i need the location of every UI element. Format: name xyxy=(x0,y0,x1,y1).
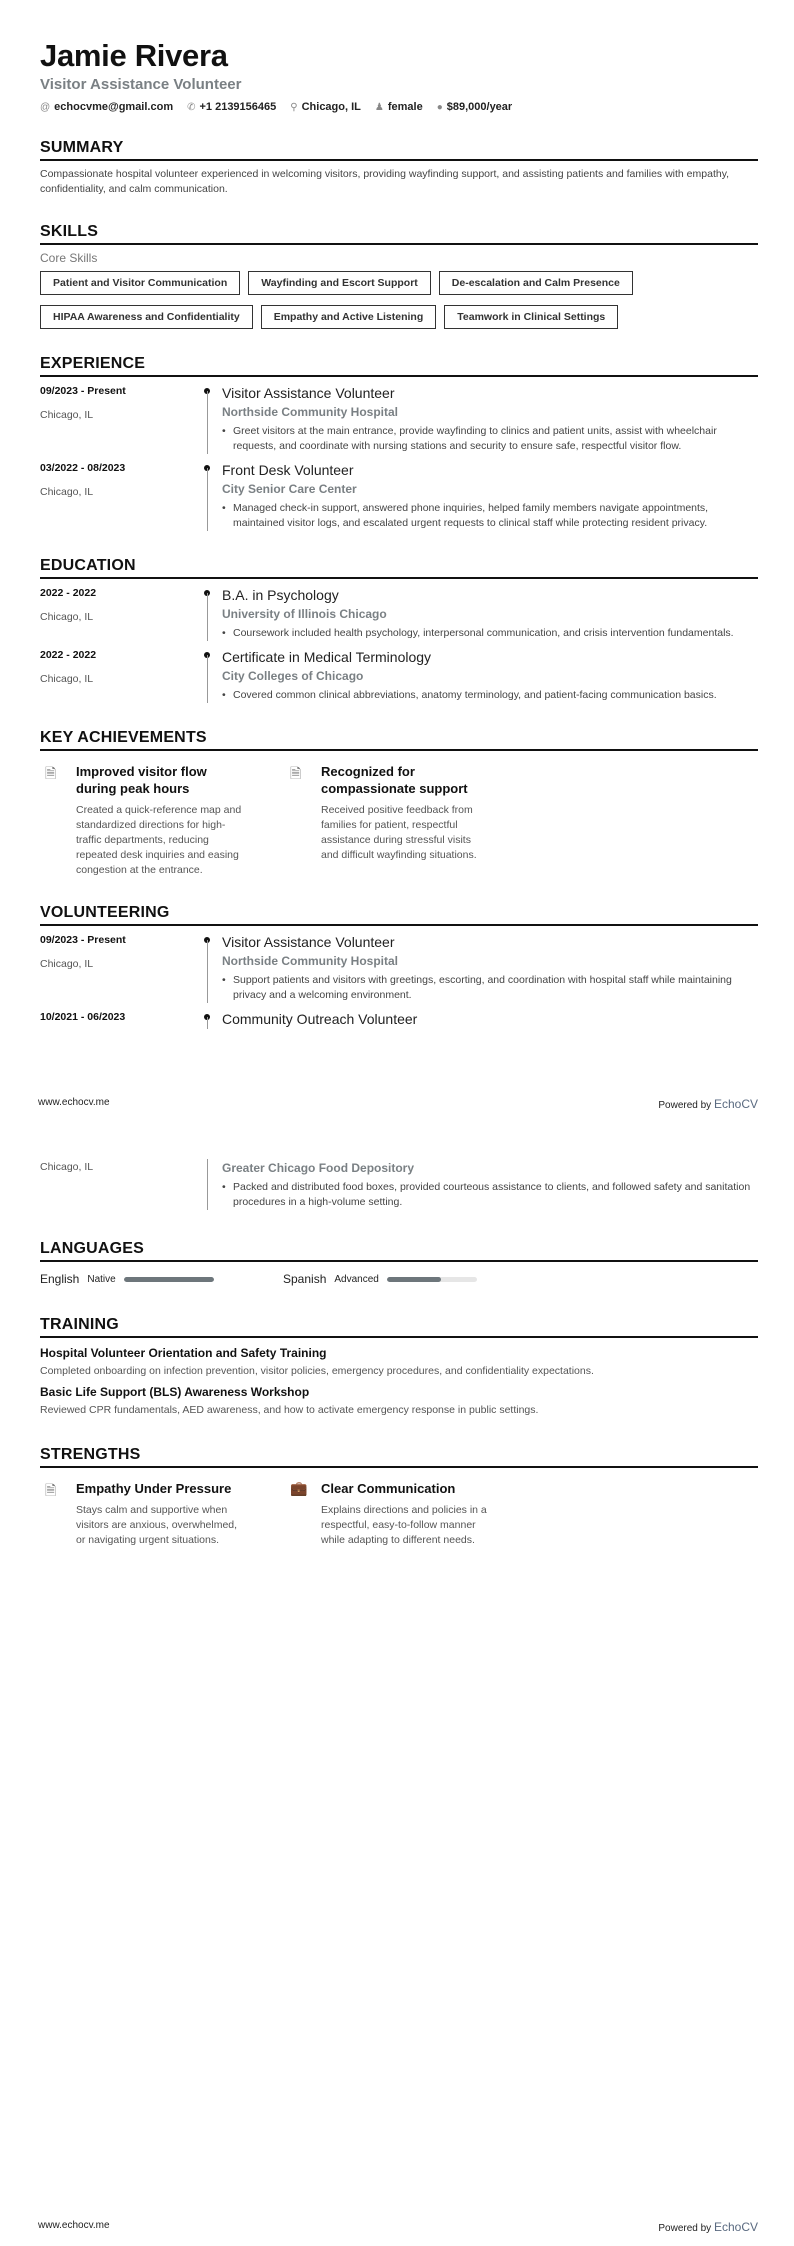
language-item xyxy=(40,1272,283,1286)
entry-school: City Colleges of Chicago xyxy=(222,669,364,683)
strengths-section xyxy=(40,1446,758,1548)
entry-bullet: Greet visitors at the main entrance, provide wayfinding to clinics and patient units, assist with wheelchair requests, and coordinate with nursing stations and security to ensure safe, respectful visitor flow. xyxy=(233,425,717,452)
achievement-title: Recognized for compassionate support xyxy=(321,764,468,796)
section-heading: LANGUAGES xyxy=(40,1240,758,1262)
entry-bullet: Managed check-in support, answered phone inquiries, helped family members navigate appointments, maintained visitor logs, and escalated urgent requests to clinical staff while protecting resident privacy. xyxy=(233,502,709,529)
contact-email: @ echocvme@gmail.com xyxy=(40,101,174,113)
volunteering-entry xyxy=(40,1011,758,1029)
contact-salary: ● $89,000/year xyxy=(436,101,513,113)
training-desc: Reviewed CPR fundamentals, AED awareness, and how to activate emergency response in public settings. xyxy=(40,1404,539,1416)
entry-org: Northside Community Hospital xyxy=(222,954,399,968)
location-icon: ⚲ xyxy=(290,102,298,113)
document-icon: 🗎 xyxy=(45,765,57,781)
footer-website-link[interactable]: www.echocv.me xyxy=(38,1097,110,1108)
timeline-marker xyxy=(200,385,222,454)
language-level: Advanced xyxy=(334,1273,379,1285)
training-desc: Completed onboarding on infection prevention, visitor policies, emergency procedures, and confidentiality expectations. xyxy=(40,1365,594,1377)
at-icon: @ xyxy=(40,102,51,113)
timeline-line xyxy=(200,1159,222,1210)
skill-tag: Patient and Visitor Communication xyxy=(40,271,240,295)
section-heading: SUMMARY xyxy=(40,139,758,161)
achievements-section xyxy=(40,729,758,878)
experience-section xyxy=(40,355,758,531)
job-title: Visitor Assistance Volunteer xyxy=(40,76,242,93)
entry-location: Chicago, IL xyxy=(40,673,94,685)
document-icon: 🗎 xyxy=(290,765,302,781)
timeline-marker xyxy=(200,462,222,531)
training-title: Basic Life Support (BLS) Awareness Workshop xyxy=(40,1385,310,1399)
language-name: Spanish xyxy=(283,1272,327,1286)
section-heading: VOLUNTEERING xyxy=(40,904,758,926)
entry-location: Chicago, IL xyxy=(40,1161,94,1173)
page-footer xyxy=(38,1097,758,1111)
proficiency-bar xyxy=(124,1277,214,1282)
phone-icon: ✆ xyxy=(187,102,196,113)
summary-text: Compassionate hospital volunteer experienced in welcoming visitors, providing wayfinding support, and assisting patients and families with empathy, confidentiality, and calm communication. xyxy=(40,168,730,195)
summary-section xyxy=(40,139,758,197)
echocv-logo: EchoCV xyxy=(713,1097,758,1111)
powered-by: Powered by EchoCV xyxy=(658,2220,758,2234)
achievement-card xyxy=(40,763,285,878)
entry-date: 09/2023 - Present xyxy=(40,385,126,397)
experience-entry: 09/2023 - Present Chicago, IL Visitor Assistance Volunteer Northside Community Hospital • Greet visitors at the main entrance, provide wayfinding to clinics and patient units, assist with wheelchair requests, and coordinate with nursing stations and security to ensure safe, respectful visitor flow. xyxy=(40,385,758,454)
section-heading: EDUCATION xyxy=(40,557,758,579)
achievement-card xyxy=(285,763,530,878)
entry-date: 09/2023 - Present xyxy=(40,934,126,946)
proficiency-bar xyxy=(387,1277,477,1282)
skill-tag: Empathy and Active Listening xyxy=(261,305,437,329)
skills-section xyxy=(40,223,758,329)
entry-location: Chicago, IL xyxy=(40,486,94,498)
entry-degree: B.A. in Psychology xyxy=(222,587,339,603)
strength-title: Empathy Under Pressure xyxy=(76,1481,232,1496)
timeline-marker xyxy=(200,587,222,641)
strength-desc: Stays calm and supportive when visitors are anxious, overwhelmed, or navigating urgent situations. xyxy=(76,1504,238,1546)
entry-bullet: Covered common clinical abbreviations, anatomy terminology, and patient-facing communication basics. xyxy=(233,689,717,701)
achievement-desc: Created a quick-reference map and standardized directions for high-traffic departments, reducing repeated desk inquiries and easing congestion at the entrance. xyxy=(76,804,242,876)
timeline-marker xyxy=(200,649,222,703)
section-heading: KEY ACHIEVEMENTS xyxy=(40,729,758,751)
page-footer xyxy=(38,2220,758,2234)
section-heading: SKILLS xyxy=(40,223,758,245)
document-search-icon: 🗎 xyxy=(45,1482,57,1498)
section-heading: EXPERIENCE xyxy=(40,355,758,377)
contact-location: ⚲ Chicago, IL xyxy=(290,101,361,113)
education-entry: 2022 - 2022 Chicago, IL Certificate in Medical Terminology City Colleges of Chicago • Covered common clinical abbreviations, anatomy terminology, and patient-facing communication basics. xyxy=(40,649,758,703)
skill-tag: HIPAA Awareness and Confidentiality xyxy=(40,305,253,329)
entry-role: Visitor Assistance Volunteer xyxy=(222,385,395,401)
skill-tag: Wayfinding and Escort Support xyxy=(248,271,431,295)
section-heading: TRAINING xyxy=(40,1316,758,1338)
strength-desc: Explains directions and policies in a respectful, easy-to-follow manner while adapting to different needs. xyxy=(321,1504,487,1546)
salary-icon: ● xyxy=(436,102,443,113)
page-2 xyxy=(0,1123,794,2246)
volunteering-entry: 09/2023 - Present Chicago, IL Visitor Assistance Volunteer Northside Community Hospital • Support patients and visitors with greetings, escorting, and coordination with hospital staff while maintaining privacy and a welcoming environment. xyxy=(40,934,758,1003)
languages-section xyxy=(40,1240,758,1286)
entry-org: City Senior Care Center xyxy=(222,482,357,496)
education-entry: 2022 - 2022 Chicago, IL B.A. in Psychology University of Illinois Chicago • Coursework included health psychology, interpersonal communication, and crisis intervention fundamentals. xyxy=(40,587,758,641)
entry-date: 2022 - 2022 xyxy=(40,649,97,661)
skill-tag: Teamwork in Clinical Settings xyxy=(444,305,618,329)
language-item xyxy=(283,1272,526,1286)
volunteering-entry-continued: Chicago, IL Greater Chicago Food Depository • Packed and distributed food boxes, provided courteous assistance to clients, and followed safety and sanitation procedures in a high-volume setting. xyxy=(40,1159,758,1210)
echocv-logo: EchoCV xyxy=(713,2220,758,2234)
section-heading: STRENGTHS xyxy=(40,1446,758,1468)
achievement-desc: Received positive feedback from families for patient, respectful assistance during stressful visits and difficult wayfinding situations. xyxy=(321,804,477,861)
entry-location: Chicago, IL xyxy=(40,958,94,970)
timeline-marker xyxy=(200,1011,222,1029)
volunteering-section xyxy=(40,904,758,1029)
language-name: English xyxy=(40,1272,80,1286)
entry-date: 2022 - 2022 xyxy=(40,587,97,599)
education-section xyxy=(40,557,758,703)
entry-date: 03/2022 - 08/2023 xyxy=(40,462,126,474)
person-icon: ♟ xyxy=(374,102,384,113)
entry-location: Chicago, IL xyxy=(40,611,94,623)
achievement-title: Improved visitor flow during peak hours xyxy=(76,764,207,796)
timeline-marker xyxy=(200,934,222,1003)
entry-org: Greater Chicago Food Depository xyxy=(222,1161,415,1175)
training-section xyxy=(40,1316,758,1416)
contact-row xyxy=(40,101,758,113)
skill-group-label: Core Skills xyxy=(40,251,98,265)
entry-degree: Certificate in Medical Terminology xyxy=(222,649,432,665)
entry-role: Visitor Assistance Volunteer xyxy=(222,934,395,950)
strength-title: Clear Communication xyxy=(321,1481,456,1496)
strength-card xyxy=(285,1480,530,1548)
resume-header xyxy=(40,38,758,1029)
entry-school: University of Illinois Chicago xyxy=(222,607,387,621)
entry-bullet: Coursework included health psychology, interpersonal communication, and crisis intervention fundamentals. xyxy=(233,627,734,639)
footer-website-link[interactable]: www.echocv.me xyxy=(38,2220,110,2231)
entry-date: 10/2021 - 06/2023 xyxy=(40,1011,126,1023)
entry-bullet: Packed and distributed food boxes, provided courteous assistance to clients, and followed safety and sanitation procedures in a high-volume setting. xyxy=(233,1181,751,1208)
training-title: Hospital Volunteer Orientation and Safety Training xyxy=(40,1346,327,1360)
contact-gender: ♟ female xyxy=(374,101,423,113)
experience-entry: 03/2022 - 08/2023 Chicago, IL Front Desk Volunteer City Senior Care Center • Managed check-in support, answered phone inquiries, helped family members navigate appointments, maintained visitor logs, and escalated urgent requests to clinical staff while protecting resident privacy. xyxy=(40,462,758,531)
powered-by: Powered by EchoCV xyxy=(658,1097,758,1111)
candidate-name: Jamie Rivera xyxy=(40,38,228,73)
entry-location: Chicago, IL xyxy=(40,409,94,421)
entry-org: Northside Community Hospital xyxy=(222,405,399,419)
entry-role: Front Desk Volunteer xyxy=(222,462,354,478)
skill-tag: De-escalation and Calm Presence xyxy=(439,271,633,295)
entry-role: Community Outreach Volunteer xyxy=(222,1011,418,1027)
entry-bullet: Support patients and visitors with greetings, escorting, and coordination with hospital staff while maintaining privacy and a welcoming environment. xyxy=(233,974,732,1001)
language-level: Native xyxy=(87,1273,116,1285)
contact-phone: ✆ +1 2139156465 xyxy=(187,101,277,113)
briefcase-icon: 💼 xyxy=(290,1480,308,1496)
strength-card xyxy=(40,1480,285,1548)
